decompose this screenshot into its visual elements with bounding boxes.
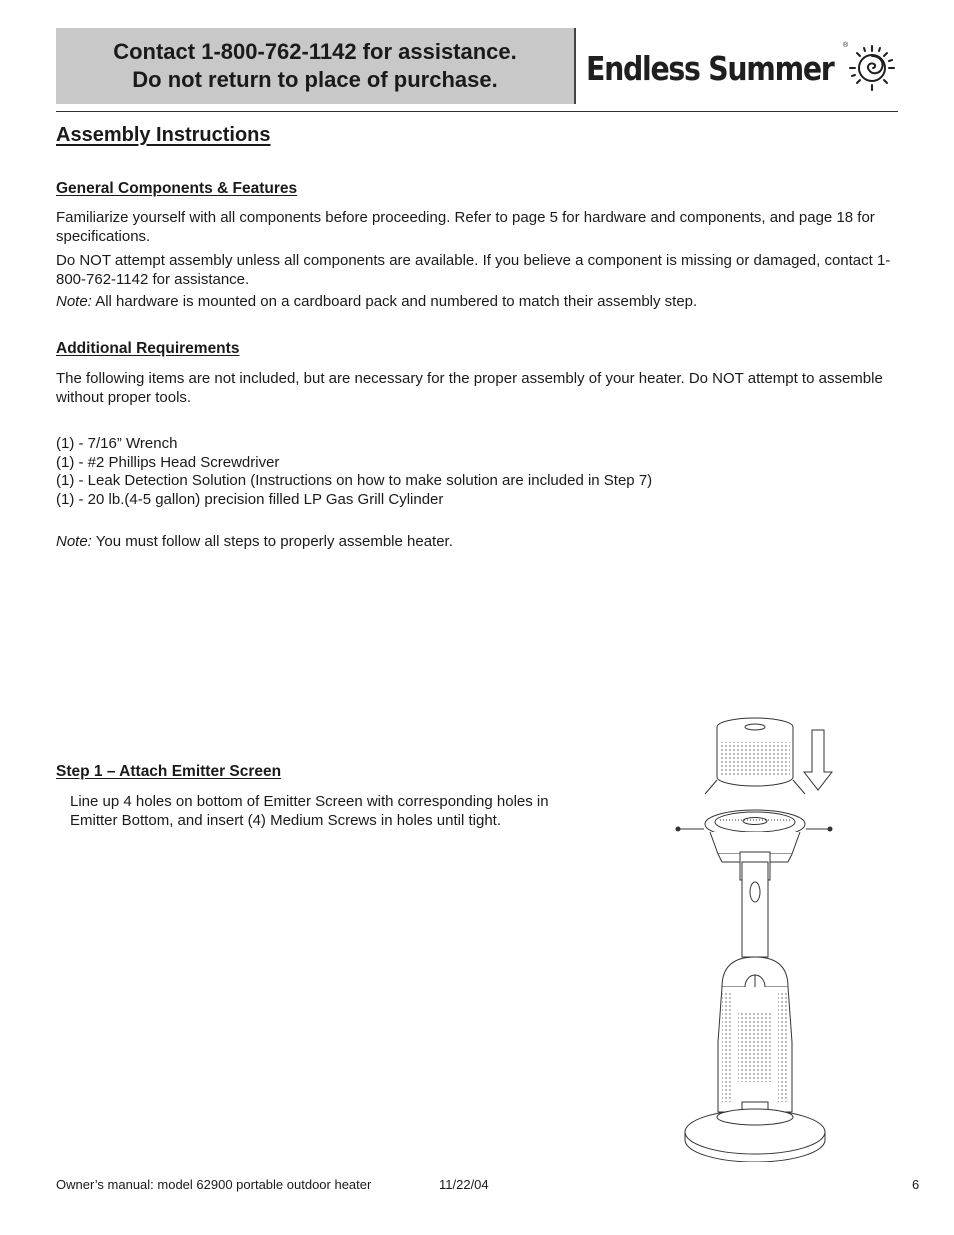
brand-logo (586, 40, 874, 96)
step1-text: Line up 4 holes on bottom of Emitter Screen with corresponding holes in Emitter Bottom, and insert (4) Medium Screws in holes until tight. (70, 793, 549, 829)
list-item: (1) - #2 Phillips Head Screwdriver (56, 453, 280, 471)
note-label: Note: (56, 293, 92, 310)
contact-line-2: Do not return to place of purchase. (132, 67, 498, 92)
list-item: (1) - 20 lb.(4-5 gallon) precision filled LP Gas Grill Cylinder (56, 491, 444, 509)
page-number: 6 (912, 1177, 920, 1192)
list-item: (1) - Leak Detection Solution (Instructions on how to make solution are included in Step 7) (56, 472, 653, 490)
logo-text: Endless Summer (586, 48, 834, 88)
general-heading: General Components & Features (56, 180, 298, 197)
step1-heading: Step 1 – Attach Emitter Screen (56, 763, 282, 780)
header-divider (56, 111, 898, 112)
contact-line-1: Contact 1-800-762-1142 for assistance. (113, 39, 517, 64)
footer-date: 11/22/04 (439, 1177, 489, 1192)
general-note (56, 293, 906, 312)
additional-heading: Additional Requirements (56, 340, 240, 357)
note-text: You must follow all steps to properly assemble heater. (91, 533, 453, 550)
note-label: Note: (56, 533, 92, 550)
footer-manual-title: Owner’s manual: model 62900 portable outdoor heater (56, 1177, 372, 1192)
general-para-1: Familiarize yourself with all components before proceeding. Refer to page 5 for hardware and components, and page 18 for specifications. (56, 209, 875, 245)
heater-assembly-illustration (660, 712, 850, 1162)
list-item: (1) - 7/16” Wrench (56, 435, 178, 452)
requirements-list (56, 435, 652, 510)
additional-note (56, 533, 906, 552)
registered-mark: ® (843, 42, 849, 49)
page-title: Assembly Instructions (56, 124, 271, 146)
contact-banner (56, 28, 576, 104)
sun-swirl-icon (844, 40, 900, 96)
additional-intro: The following items are not included, but are necessary for the proper assembly of your heater. Do NOT attempt to assemble without proper tools. (56, 370, 883, 406)
note-text: All hardware is mounted on a cardboard pack and numbered to match their assembly step. (91, 293, 698, 310)
general-para-2: Do NOT attempt assembly unless all components are available. If you believe a component is missing or damaged, contact 1-800-762-1142 for assistance. (56, 252, 891, 288)
